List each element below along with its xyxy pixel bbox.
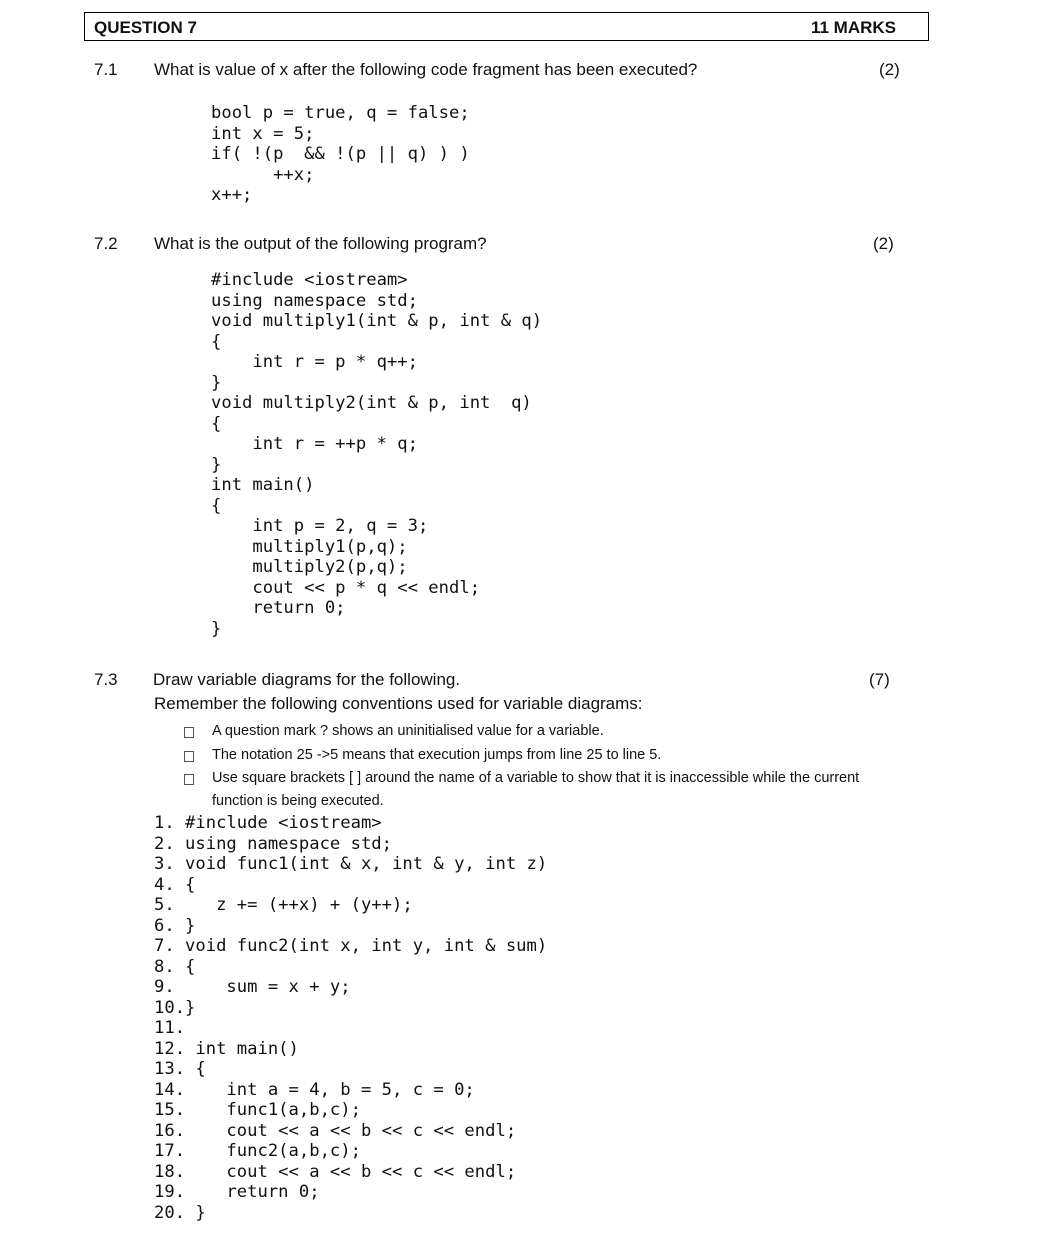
convention-text: The notation 25 ->5 means that execution jumps from line 25 to line 5. [212,746,662,763]
q73-conventions-intro: Remember the following conventions used for variable diagrams: [154,694,643,713]
q71-code: bool p = true, q = false; int x = 5; if( !(p && !(p || q) ) ) ++x; x++; [211,103,470,205]
convention-text: Use square brackets [ ] around the name of a variable to show that it is inaccessible while the current function is being executed. [212,770,860,809]
question-header [84,12,929,41]
q71-marks: (2) [879,60,900,79]
q71-text: What is value of x after the following code fragment has been executed? [154,60,698,79]
q73-code: 1. #include <iostream> 2. using namespace std; 3. void func1(int & x, int & y, int z) 4. { 5. z += (++x) + (y++); 6. } 7. void func2(int x, int y, int & sum) 8. { 9. sum = x + y; 10.} 11. 12. int main() 13. { 14. int a = 4, b = 5, c = 0; 15. func1(a,b,c); 16. cout << a << b << c << endl; 17. func2(a,b,c); 18. cout << a << b << c << endl; 19. return 0; 20. } [154,813,548,1223]
question-total-marks: 11 MARKS [810,18,896,37]
q73-text: Draw variable diagrams for the following. [153,670,461,689]
checkbox-bullet-icon [184,774,194,785]
question-title: QUESTION 7 [94,18,197,37]
q72-number: 7.2 [94,234,118,253]
q73-number: 7.3 [94,670,118,689]
q73-marks: (7) [869,670,890,689]
list-item [184,744,904,768]
list-item [184,720,904,744]
q72-code: #include <iostream> using namespace std; void multiply1(int & p, int & q) { int r = p * q++; } void multiply2(int & p, int q) { int r = ++p * q; } int main() { int p = 2, q = 3; multiply1(p,q); multiply2(p,q); cout << p * q << endl; return 0; } [211,270,543,639]
list-item [184,767,904,813]
q72-marks: (2) [873,234,894,253]
q72-text: What is the output of the following program? [154,234,487,253]
conventions-list [184,720,904,813]
q71-number: 7.1 [94,60,118,79]
checkbox-bullet-icon [184,751,194,762]
checkbox-bullet-icon [184,727,194,738]
convention-text: A question mark ? shows an uninitialised value for a variable. [212,723,604,739]
